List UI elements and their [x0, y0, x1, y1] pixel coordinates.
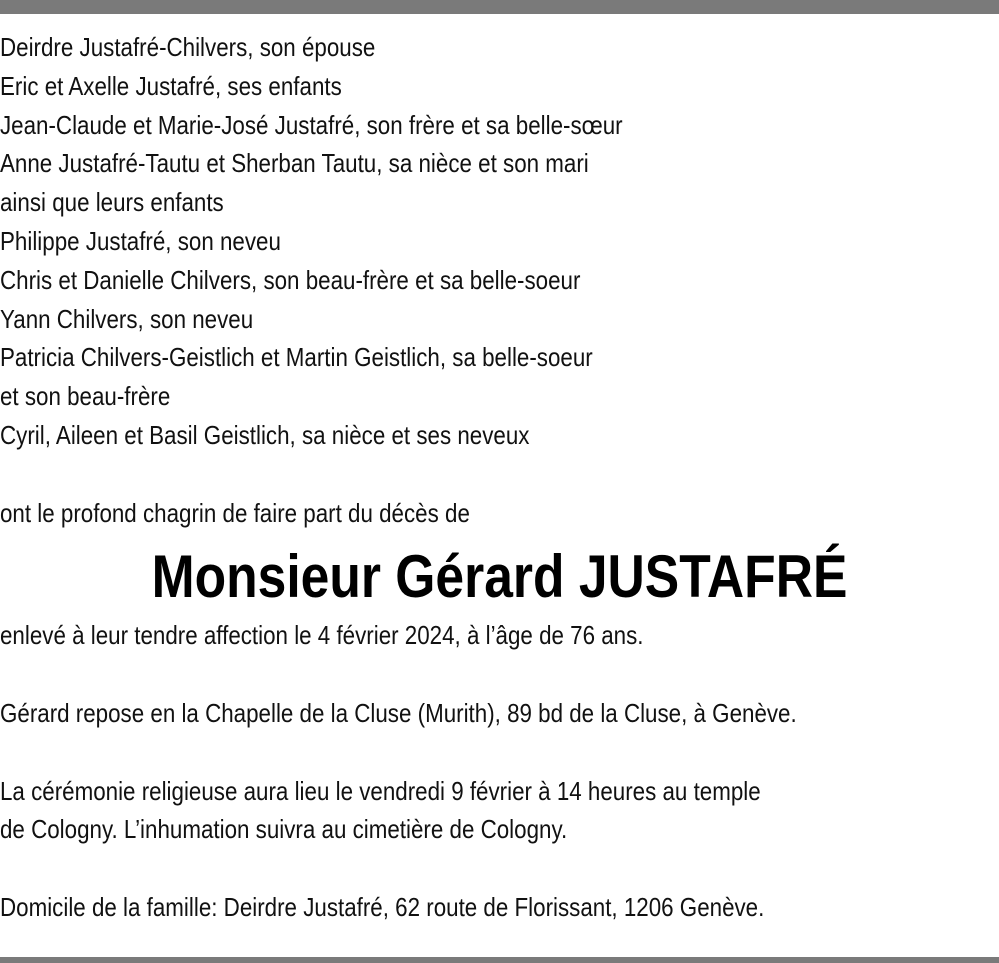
death-date-text: enlevé à leur tendre affection le 4 février 2024, à l’âge de 76 ans. [0, 620, 644, 651]
family-member-line: Jean-Claude et Marie-José Justafré, son frère et sa belle-sœur [0, 109, 623, 140]
family-member-line: Deirdre Justafré-Chilvers, son épouse [0, 32, 376, 62]
spacer [0, 455, 999, 494]
bottom-border-rule [0, 957, 999, 963]
deceased-name-heading: Monsieur Gérard JUSTAFRÉ [151, 543, 848, 611]
spacer [0, 849, 999, 888]
family-member-line: Cyril, Aileen et Basil Geistlich, sa nièce et ses neveux [0, 419, 530, 450]
spacer [0, 733, 999, 772]
top-border-rule [0, 0, 999, 14]
ceremony-text-line: La cérémonie religieuse aura lieu le vendredi 9 février à 14 heures au temple [0, 775, 761, 806]
family-member-line: et son beau-frère [0, 381, 171, 412]
family-member-line: Chris et Danielle Chilvers, son beau-frère et sa belle-soeur [0, 264, 581, 295]
ceremony-text-line: de Cologny. L’inhumation suivra au cimetière de Cologny. [0, 814, 568, 845]
spacer [0, 655, 999, 694]
family-member-line: ainsi que leurs enfants [0, 187, 224, 218]
death-notice [0, 28, 999, 927]
repose-location-text: Gérard repose en la Chapelle de la Cluse (Murith), 89 bd de la Cluse, à Genève. [0, 697, 797, 728]
family-member-line: Eric et Axelle Justafré, ses enfants [0, 70, 342, 101]
family-member-line: Yann Chilvers, son neveu [0, 303, 254, 334]
family-member-line: Anne Justafré-Tautu et Sherban Tautu, sa nièce et son mari [0, 148, 589, 179]
family-members-list [0, 28, 999, 455]
family-domicile-text: Domicile de la famille: Deirdre Justafré, 62 route de Florissant, 1206 Genève. [0, 891, 765, 922]
announcement-text: ont le profond chagrin de faire part du décès de [0, 497, 470, 528]
family-member-line: Philippe Justafré, son neveu [0, 225, 281, 256]
family-member-line: Patricia Chilvers-Geistlich et Martin Geistlich, sa belle-soeur [0, 342, 593, 373]
